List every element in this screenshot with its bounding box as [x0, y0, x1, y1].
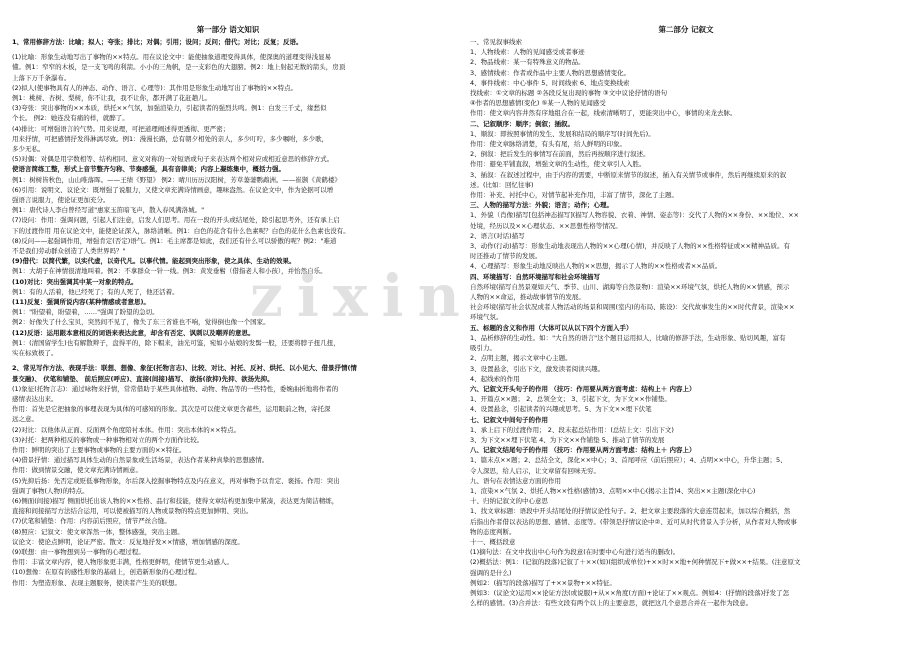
text-line: 实在标致极了。	[12, 349, 58, 358]
text-line: 作用：为塑造形象、表现主题服务，使读者产生美的联想。	[12, 578, 181, 587]
text-line: (9)借代：以简代繁，以实代虚，以奇代凡。以事代情。能起到突出形象，使之具体、生动的效果。	[12, 257, 296, 266]
text-line: 1、人物线索：人物的见闻感受或者事迹	[470, 48, 585, 57]
text-line: 作用：丰富文章内容，使人物形象更丰满，性格更鲜明，使情节更生动感人。	[12, 558, 233, 567]
text-line: 4、起线索的作用	[470, 374, 520, 383]
text-line: 例如2：(描写的段落)描写了+××景物+××特征。	[470, 578, 616, 587]
text-line: 4、心理描写：形象生动地反映出人物的××思想，揭示了人物的××性格或者××品质。	[470, 262, 722, 271]
text-line: (11)反复：强调所说内容(某种情感或者意思)。	[12, 298, 150, 307]
text-line: 例1：大胡子在神情很清地叫着。例2：不拿群众一针一线。例3：黄发垂髫（借指老人和小孩），并怡然自乐。	[12, 267, 327, 276]
text-line: 环境气氛。	[470, 313, 503, 322]
text-line: 2、点明主题，揭示文章中心主题。	[470, 354, 572, 363]
text-line: 九、语句在表情达意方面的作用	[470, 476, 561, 485]
text-line: 例如3：(议论文)运用××论证方法(或说服)+从××角度(方面)+论证了××观点。例如4：(抒情的段落)抒发了怎	[470, 588, 790, 597]
text-line: 2、语言(对话)描写	[470, 231, 525, 240]
text-line: 1、常用修辞方法：比喻；拟人；夸张；排比；对偶；引用；设问；反问；借代；对比；反复；反语。	[12, 38, 303, 46]
right-column	[470, 24, 902, 644]
text-line: (6)侧面(间接)描写 侧面烘托出该人物的××性格、品行和技能，使得文章结构更加集中紧凑，表达更为简洁精练，	[12, 496, 339, 505]
text-line: 四、环境描写：自然环境描写和社会环境描写	[470, 272, 600, 281]
text-line: 作用：使文章脉络清楚，有头有尾，给人鲜明的印象。	[470, 140, 626, 149]
text-line: (6)引用：说明文、议论文：既增强了说服力，又使文章充满诗情画意，趣味盎然。在议论文中，作为论据可以增	[12, 185, 334, 194]
text-line: 上落下万千条瀑布。	[12, 73, 71, 82]
text-line: (5)对偶：对偶是用字数相等、结构相同、意义对称的一对短语或句子来表达两个相对应或相近意思的修辞方式。	[12, 155, 334, 164]
text-line: 2、倒叙：把后发生的事情写在前面，然后再按顺序进行叙述。	[470, 150, 650, 159]
text-line: 社会环境(描写社会状况或者人物活动的场景和周围(室内)的布局、陈设)：交代故事发生的××时代背景，渲染××	[470, 303, 795, 312]
text-line: 1、渲染××气氛 2、烘托人物××性格(感情)3、点明××中心(揭示主旨)4、突出××主题(深化中心)	[470, 486, 756, 495]
text-line: 三、人物的描写方法：外貌；语言；动作；心理。	[470, 201, 613, 210]
text-line: 一、常见叙事线索	[470, 38, 522, 46]
text-line: 例2：好像失了什么宝贝，突然间不见了，像失了东三省谁也不响，觉得倒也像一个国家。	[12, 318, 270, 327]
text-line: 二、记叙顺序：顺序；倒叙；插叙。	[470, 119, 574, 128]
text-line: 强语言说服力，使论证更加充分。	[12, 196, 110, 205]
text-line: 景交融)、 伏笔和铺垫、 前后照应(呼应)、直接(间接)描写、 欲扬(欲抑)先抑、欲扬先抑。	[12, 374, 274, 383]
text-line: 用来抒情，可把感情抒发得淋漓尽致。例1：漫漫长路，总有朝夕相处的亲人，多少叮咛，多少嘱咐，多少歌，	[12, 134, 329, 143]
text-line: 八、记叙文结尾句子的作用 （技巧：作用要从两方面考虑：结构上＋ 内容上）	[470, 446, 696, 455]
text-line: 作用：避免平铺直叙，增强文章的生动性，使文章引人入胜。	[470, 160, 646, 169]
text-line: 自然环境(描写自然景观如天气、季节、山川、湖海等自然景物)：渲染××环境气氛，烘托人物的××情感，预示	[470, 282, 790, 291]
text-line: 作用：首先是它把抽象的事理表现为具体的可感知的形象。其次是可以使文章更含蓄些，运用眼前之物，寄托深	[12, 405, 331, 414]
text-line: 1、找文章标题：语段中开头结尾处的抒情议论性句子。2、把文章主要段落的大意连贯起来，加以综合概括，然	[470, 507, 791, 516]
text-line: 远之意。	[12, 415, 38, 424]
text-line: (5)先抑后扬：先否定或贬低事物形象，尔后深入挖掘事物特点及内在意义，再对事物予以肯定、褒扬。作用：突出	[12, 476, 340, 485]
text-line: 后指出作者借以表达的思想、感情、态度等。(带领是抒情议论中②、近可从时代背景入手分析，从作者对人物或事	[470, 517, 797, 526]
text-line: (4)排比：可增强语言的气势。用来说理，可把道理阐述得更透彻、更严密；	[12, 124, 230, 133]
text-line: 下的过渡作用 用在议论文中，能使论证深入，脉络清晰。例1：白色的花含有什么色素呢？白色的花什么色素也没有。	[12, 226, 350, 235]
text-line: 1、篇末点××题；2、总结全文，深化××中心；3、首尾呼应（前后照应）；4、点明××中心，升华主题；5、	[470, 456, 787, 465]
right-lines	[470, 37, 902, 608]
text-line: 作用：做到情景交融，使文章充满诗情画意。	[12, 466, 142, 475]
text-line: (7)设问：作用：强调问题，引起人们注意，启发人们思考。用在一段的开头或结尾处，除引起思考外，还有承上启	[12, 216, 340, 225]
text-line: 使语言简练工整，形式上音节整齐匀称、节奏感强，具有音律美；内容上凝练集中，概括力强。	[12, 165, 285, 174]
text-line: 4、事件线索：中心事件 5、时间线索 6、地点变换线索	[470, 78, 630, 87]
text-line: (3)夸张：突出事物的××本质，烘托××气氛，加强渲染力，引起读者的强烈共鸣。例1：白发三千丈，缘愁似	[12, 104, 327, 113]
text-line: 五、标题的含义和作用（大体可以从以下四个方面入手）	[470, 323, 633, 332]
text-line: 作用：补充、衬托中心，对情节起补充作用，丰富了情节，深化了主题。	[470, 191, 678, 200]
text-line: 3、为下文××埋下伏笔 4、为下文××作铺垫 5、推动了情节的发展	[470, 435, 665, 444]
text-line: 吸引力。	[470, 344, 496, 353]
text-line: (12)反语：运用跟本意相反的词语来表达此意，却含有否定、讽刺以及嘲弄的意思。	[12, 328, 255, 337]
text-line: 3、动作(行动)描写：形象生动地表现出人物的××心理(心情)，并反映了人物的××性格特征或××精神品质。有	[470, 242, 790, 251]
text-line: (4)借景抒情：通过描写具体生动的自然景象或生活场景，表达作者某种真挚的思想感情。	[12, 456, 269, 465]
left-column	[12, 24, 444, 644]
left-section-title: 第一部分 语文知识	[196, 25, 260, 34]
text-line: (10)对比：突出强调其中某一对象的特点。	[12, 277, 138, 286]
text-line: 人物的××命运，推动故事情节的发展。	[470, 293, 585, 302]
text-line: (10)想像：在原有的感性形象的基础上，创造新形象的心理过程。	[12, 568, 201, 577]
text-line: 令人深思，给人启示，让文章留有回味无穷。	[470, 466, 600, 475]
text-line: (1)比喻：形象生动地写出了事物的××特点。用在议论文中：能使抽象道理变得具体，使深奥的道理变得浅显易	[12, 53, 332, 62]
text-line: 七、记叙文中间句子的作用	[470, 415, 548, 424]
text-line: 强调了事物(人物)的特点。	[12, 486, 89, 495]
text-line: 个长。 例2：她连没有痛的样，就醉了。	[12, 114, 129, 123]
text-line: 例1：唐代诗人李白曾经写道"惠家玉笛暗飞声，散入春风满洛城。"	[12, 206, 205, 215]
text-line: 1、开篇点××题； 2、总领全文； 3、引起下文，为下文××作铺垫。	[470, 395, 671, 404]
text-line: 不是我们劳动群众创造了人类世界吗？"	[12, 247, 126, 256]
text-line: 3、插叙：在叙述过程中，由于内容的需要，中断原来情节的叙述，插入有关情节或事件，然后再继续原来的叙	[470, 170, 787, 179]
text-line: (2)对比：以他体从正面、反面两个角度陪衬本体。作用：突出本体的××特点。	[12, 425, 241, 434]
text-line: (2)拟人(使事物具有人的神态、动作、语言、心理等)：其作用是形象生动地写出了事物的××特点。	[12, 83, 298, 92]
text-line: 议论文：使论点鲜明，论证严密。散文：反复地抒发××情感，增加情感的深度。	[12, 537, 244, 546]
text-line: 处境，经历以及××心理状态、××思想性格等情况。	[470, 221, 622, 230]
text-line: 1、外貌（肖像)描写[包括神态描写](描写人物容貌、衣着、神情、姿态等)：交代了人物的××身份、××地位、××	[470, 211, 799, 220]
text-line: 时还推动了情节的发展。	[470, 252, 542, 261]
text-line: 1、品析修辞的生动性。如："大自然的语言"这个题目运用拟人，比喻的修辞手法，生动形象、贴切风趣，富有	[470, 333, 786, 342]
text-line: (7)伏笔和铺垫：作用：内容前后照应，情节严丝合缝。	[12, 517, 171, 526]
text-line: 作用：使文章内容井然有序地组合在一起，线索清晰明了，更能突出中心，事情的来龙去脉。	[470, 109, 737, 118]
text-line: 么样的感情。(3)合并法：有些文段有两个以上的主要意思，就把这几个意思合并在一起作为段意。	[470, 599, 753, 608]
text-line: 4、设置悬念，引起读者的兴趣或思考。5、为下文××埋下伏笔	[470, 405, 652, 414]
text-line: (8)反问——起强调作用，增强肯定(否定)语气。例1：毛主席都是如此，我们还有什么可以骄傲的呢？例2："难道	[12, 236, 337, 245]
text-line: 直接和间接描写方法结合运用，可以使被描写的人物或景物的特点更加鲜明、突出。	[12, 507, 253, 516]
text-line: 作用：鲜明的突出了主要事物或事物的主要方面的××特征。	[12, 445, 186, 454]
text-line: 例1：(清国留学生)也有解散辫子，盘得平的，除下帽来，油光可鉴，宛如小姑娘的发髻一般，还要将脖子扭几扭，	[12, 338, 340, 347]
text-line: (9)联想：由一事物想到另一事物的心理过程。	[12, 547, 145, 556]
text-line: 1、顺叙：即按照事情的发生、发展和结局的顺序写(时间先后)。	[470, 129, 655, 138]
text-line: 懂。例1：窄窄的木板，是一支飞鸣的利箭。小小的三角帆，是一支彩色的大翅膀。例2：地上射起无数的箭头，房顶	[12, 63, 346, 72]
text-line: (8)照应：记叙文：使文章浑然一体，整体感强，突出主题。	[12, 527, 184, 536]
text-line: 六、记叙文开头句子的作用 （技巧：作用要从两方面考虑：结构上＋ 内容上）	[470, 384, 696, 393]
text-line: 述。(比如：回忆往事)	[470, 180, 534, 189]
text-line: 2、常见写作方法、表现手法：联想、想像、象征(托物言志)、比较、对比、衬托、反衬、烘托、以小见大、借景抒情(情	[12, 364, 357, 373]
text-line: 1、承上启下的过渡作用； 2、段末起总结作用：(总结上文：引出下文)	[470, 425, 674, 434]
text-line: (1)摘句法：在文中找出中心句作为段意(在时要中心句进行适当的删改)。	[470, 548, 680, 557]
text-line: 十一、概括段意	[470, 537, 516, 546]
text-line: 多少无私。	[12, 145, 45, 154]
text-line: 感情表达出来。	[12, 394, 58, 403]
text-line: 十、归纳记叙文的中心意思	[470, 497, 548, 506]
left-lines	[12, 37, 444, 588]
text-line: 例1："盼望着，盼望着，……"强调了盼望的急切。	[12, 308, 159, 317]
text-line: 物的态度判断。	[470, 527, 516, 536]
text-line: 找线索：①文章的标题 ②各段反复出现的事物 ③文中议论抒情的语句	[470, 89, 668, 98]
text-line: 例1：有的人活着，他已经死了；有的人死了，他还活着。	[12, 287, 179, 296]
text-line: 2、物品线索：某一有特殊意义的物品。	[470, 58, 585, 67]
right-section-title: 第二部分 记叙文	[658, 25, 714, 34]
text-line: 例1：桃树、杏树、梨树，你不让我，我不让你，都开满了花赶趟儿。	[12, 94, 212, 103]
text-line: (2)概括法：例1：(记叙的段落)记叙了＋××(如)(组织成单位)+××时××地+何种情况下+做××+结果。(注意原文	[470, 558, 801, 567]
text-line: 3、设置悬念，引出下文，激发读者阅读兴趣。	[470, 364, 605, 373]
text-line: (3)衬托：把两种相反的事物或一种事物相对立的两个方面作比较。	[12, 435, 204, 444]
watermark-logo: zixin	[250, 262, 474, 330]
text-line: ④作者的思想感情(变化) ⑤某一人物的见闻感受	[470, 99, 606, 108]
text-line: 强调的是什么)	[470, 568, 512, 577]
text-line: (1)象征(托物言志)：通过咏物来抒情，常常借助于某些具体植物、动物、物品等的一些特性，委婉曲折地将作者的	[12, 384, 339, 393]
text-line: 例1：树树皆秋色，山山唯落晖。——王绩《野望》 例2：晴川历历汉阳树，芳草萋萋鹦鹉洲。——崔颢《黄鹤楼》	[12, 175, 341, 184]
text-line: 3、感情线索：作者或作品中主要人物的思想感情变化。	[470, 68, 631, 77]
